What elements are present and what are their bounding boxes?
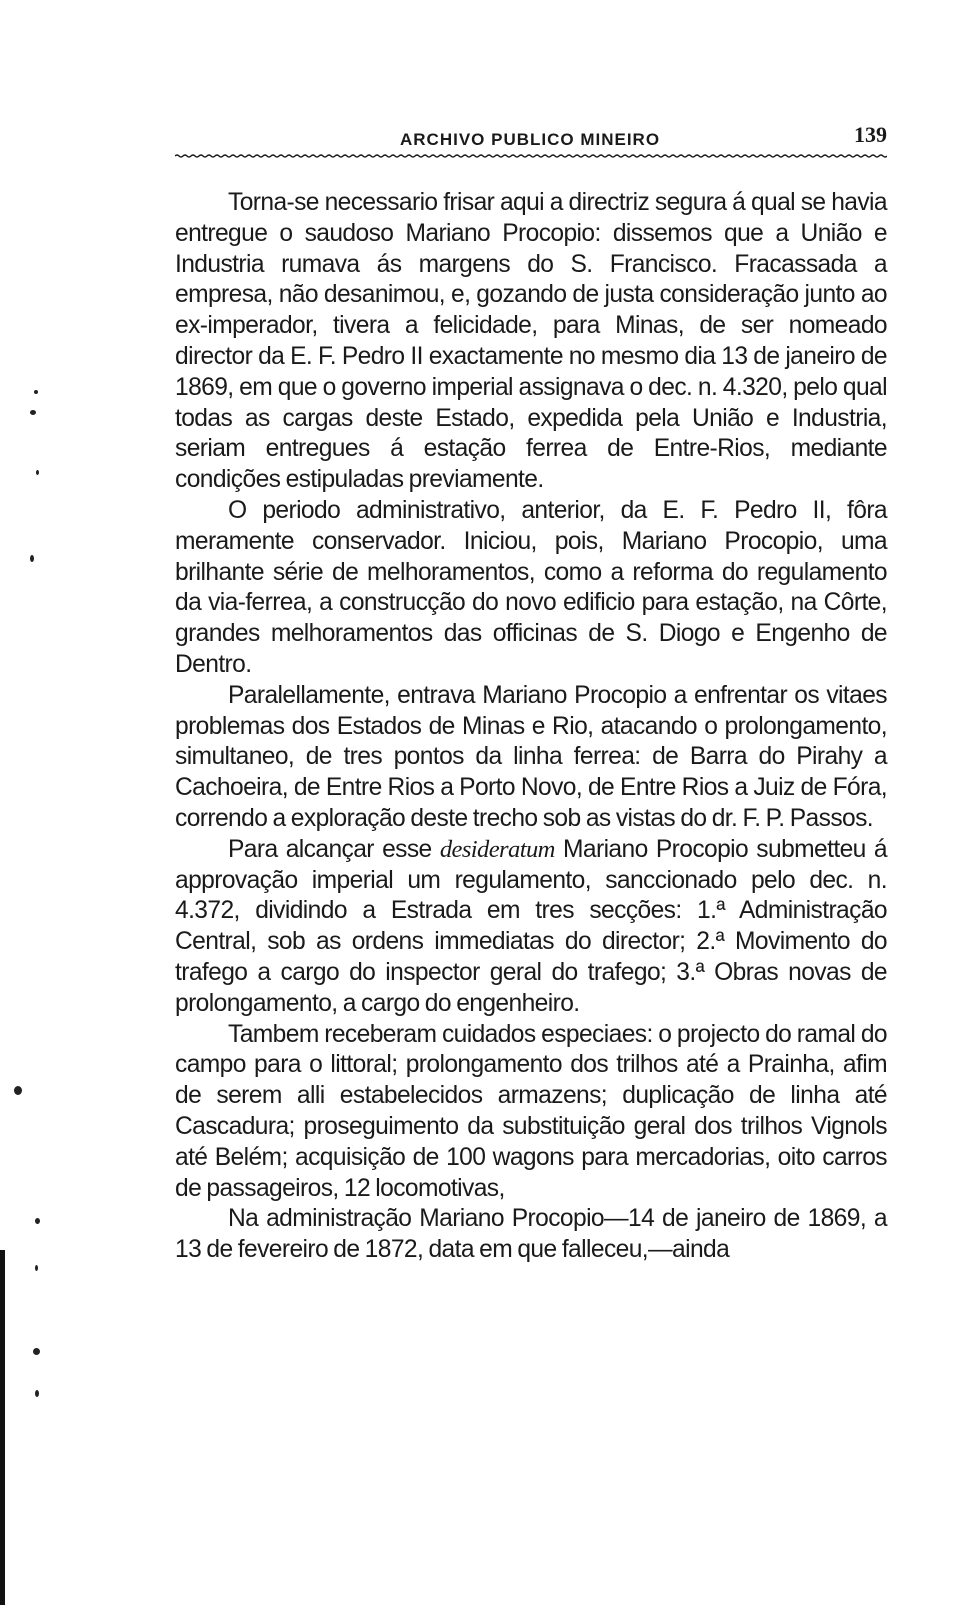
margin-mark	[34, 390, 38, 394]
margin-mark	[30, 410, 36, 415]
margin-mark	[35, 1390, 39, 1397]
paragraph-1: Torna-se necessario frisar aqui a directriz segura á qual se havia entregue o saudoso Mariano Procopio: dissemos que a União e Industria rumava ás margens do S. Francisco. Fracassada a empresa, não desanimou, e, gozando de justa consideração junto ao ex-imperador, tivera a felicidade, para Minas, de ser nomeado director da E. F. Pedro II exactamente no mesmo dia 13 de janeiro de 1869, em que o governo imperial assignava o dec. n. 4.320, pelo qual todas as cargas deste Estado, expedida pela União e Industria, seriam entregues á estação ferrea de Entre-Rios, mediante condições estipuladas previamente.	[175, 189, 887, 494]
page-header	[175, 120, 887, 156]
paragraph-4-start: Para alcançar esse	[228, 835, 432, 863]
running-head: ARCHIVO PUBLICO MINEIRO	[400, 130, 661, 149]
paragraph-3: Paralellamente, entrava Mariano Procopio a enfrentar os vitaes problemas dos Estados de Minas e Rio, atacando o prolongamento, simultaneo, de tres pontos da linha ferrea: de Barra do Pirahy a Cachoeira, de Entre Rios a Porto Novo, de Entre Rios a Juiz de Fóra, correndo a exploração deste trecho sob as vistas do dr. F. P. Passos.	[175, 681, 887, 832]
header-rule	[175, 154, 887, 158]
paragraph-4-rest: Mariano Procopio submetteu á approvação imperial um regulamento, sanccionado pelo dec. n. 4.372, dividindo a Estrada em tres secções: 1.ª Administração Central, sob as ordens immediatas do director; 2.ª Movimento do trafego a cargo do inspector geral do trafego; 3.ª Obras novas de prolongamento, a cargo do engenheiro.	[175, 835, 888, 1017]
page-number: 139	[854, 122, 887, 147]
binding-edge	[0, 1250, 5, 1605]
margin-mark	[30, 555, 34, 562]
paragraph-2: O periodo administrativo, anterior, da E. F. Pedro II, fôra meramente conservador. Iniciou, pois, Mariano Procopio, uma brilhante série de melhoramentos, como a reforma do regulamento da via-ferrea, a construcção do novo edificio para estação, na Côrte, grandes melhoramentos das officinas de S. Diogo e Engenho de Dentro.	[175, 496, 887, 678]
margin-mark	[14, 1086, 22, 1095]
latin-term: desideratum	[439, 835, 555, 863]
margin-mark	[36, 470, 39, 475]
margin-mark	[33, 1348, 40, 1355]
paragraph-4	[175, 835, 887, 1020]
margin-mark	[35, 1218, 40, 1224]
margin-mark	[35, 1265, 38, 1271]
paragraph-6: Na administração Mariano Procopio—14 de janeiro de 1869, a 13 de fevereiro de 1872, data em que falleceu,—ainda	[175, 1205, 887, 1264]
body-text	[175, 188, 887, 1266]
paragraph-5: Tambem receberam cuidados especiaes: o projecto do ramal do campo para o littoral; prolongamento dos trilhos até a Prainha, afim de serem alli estabelecidos armazens; duplicação de linha até Cascadura; proseguimento da substituição geral dos trilhos Vignols até Belém; acquisição de 100 wagons para mercadorias, oito carros de passageiros, 12 locomotivas,	[175, 1020, 887, 1202]
